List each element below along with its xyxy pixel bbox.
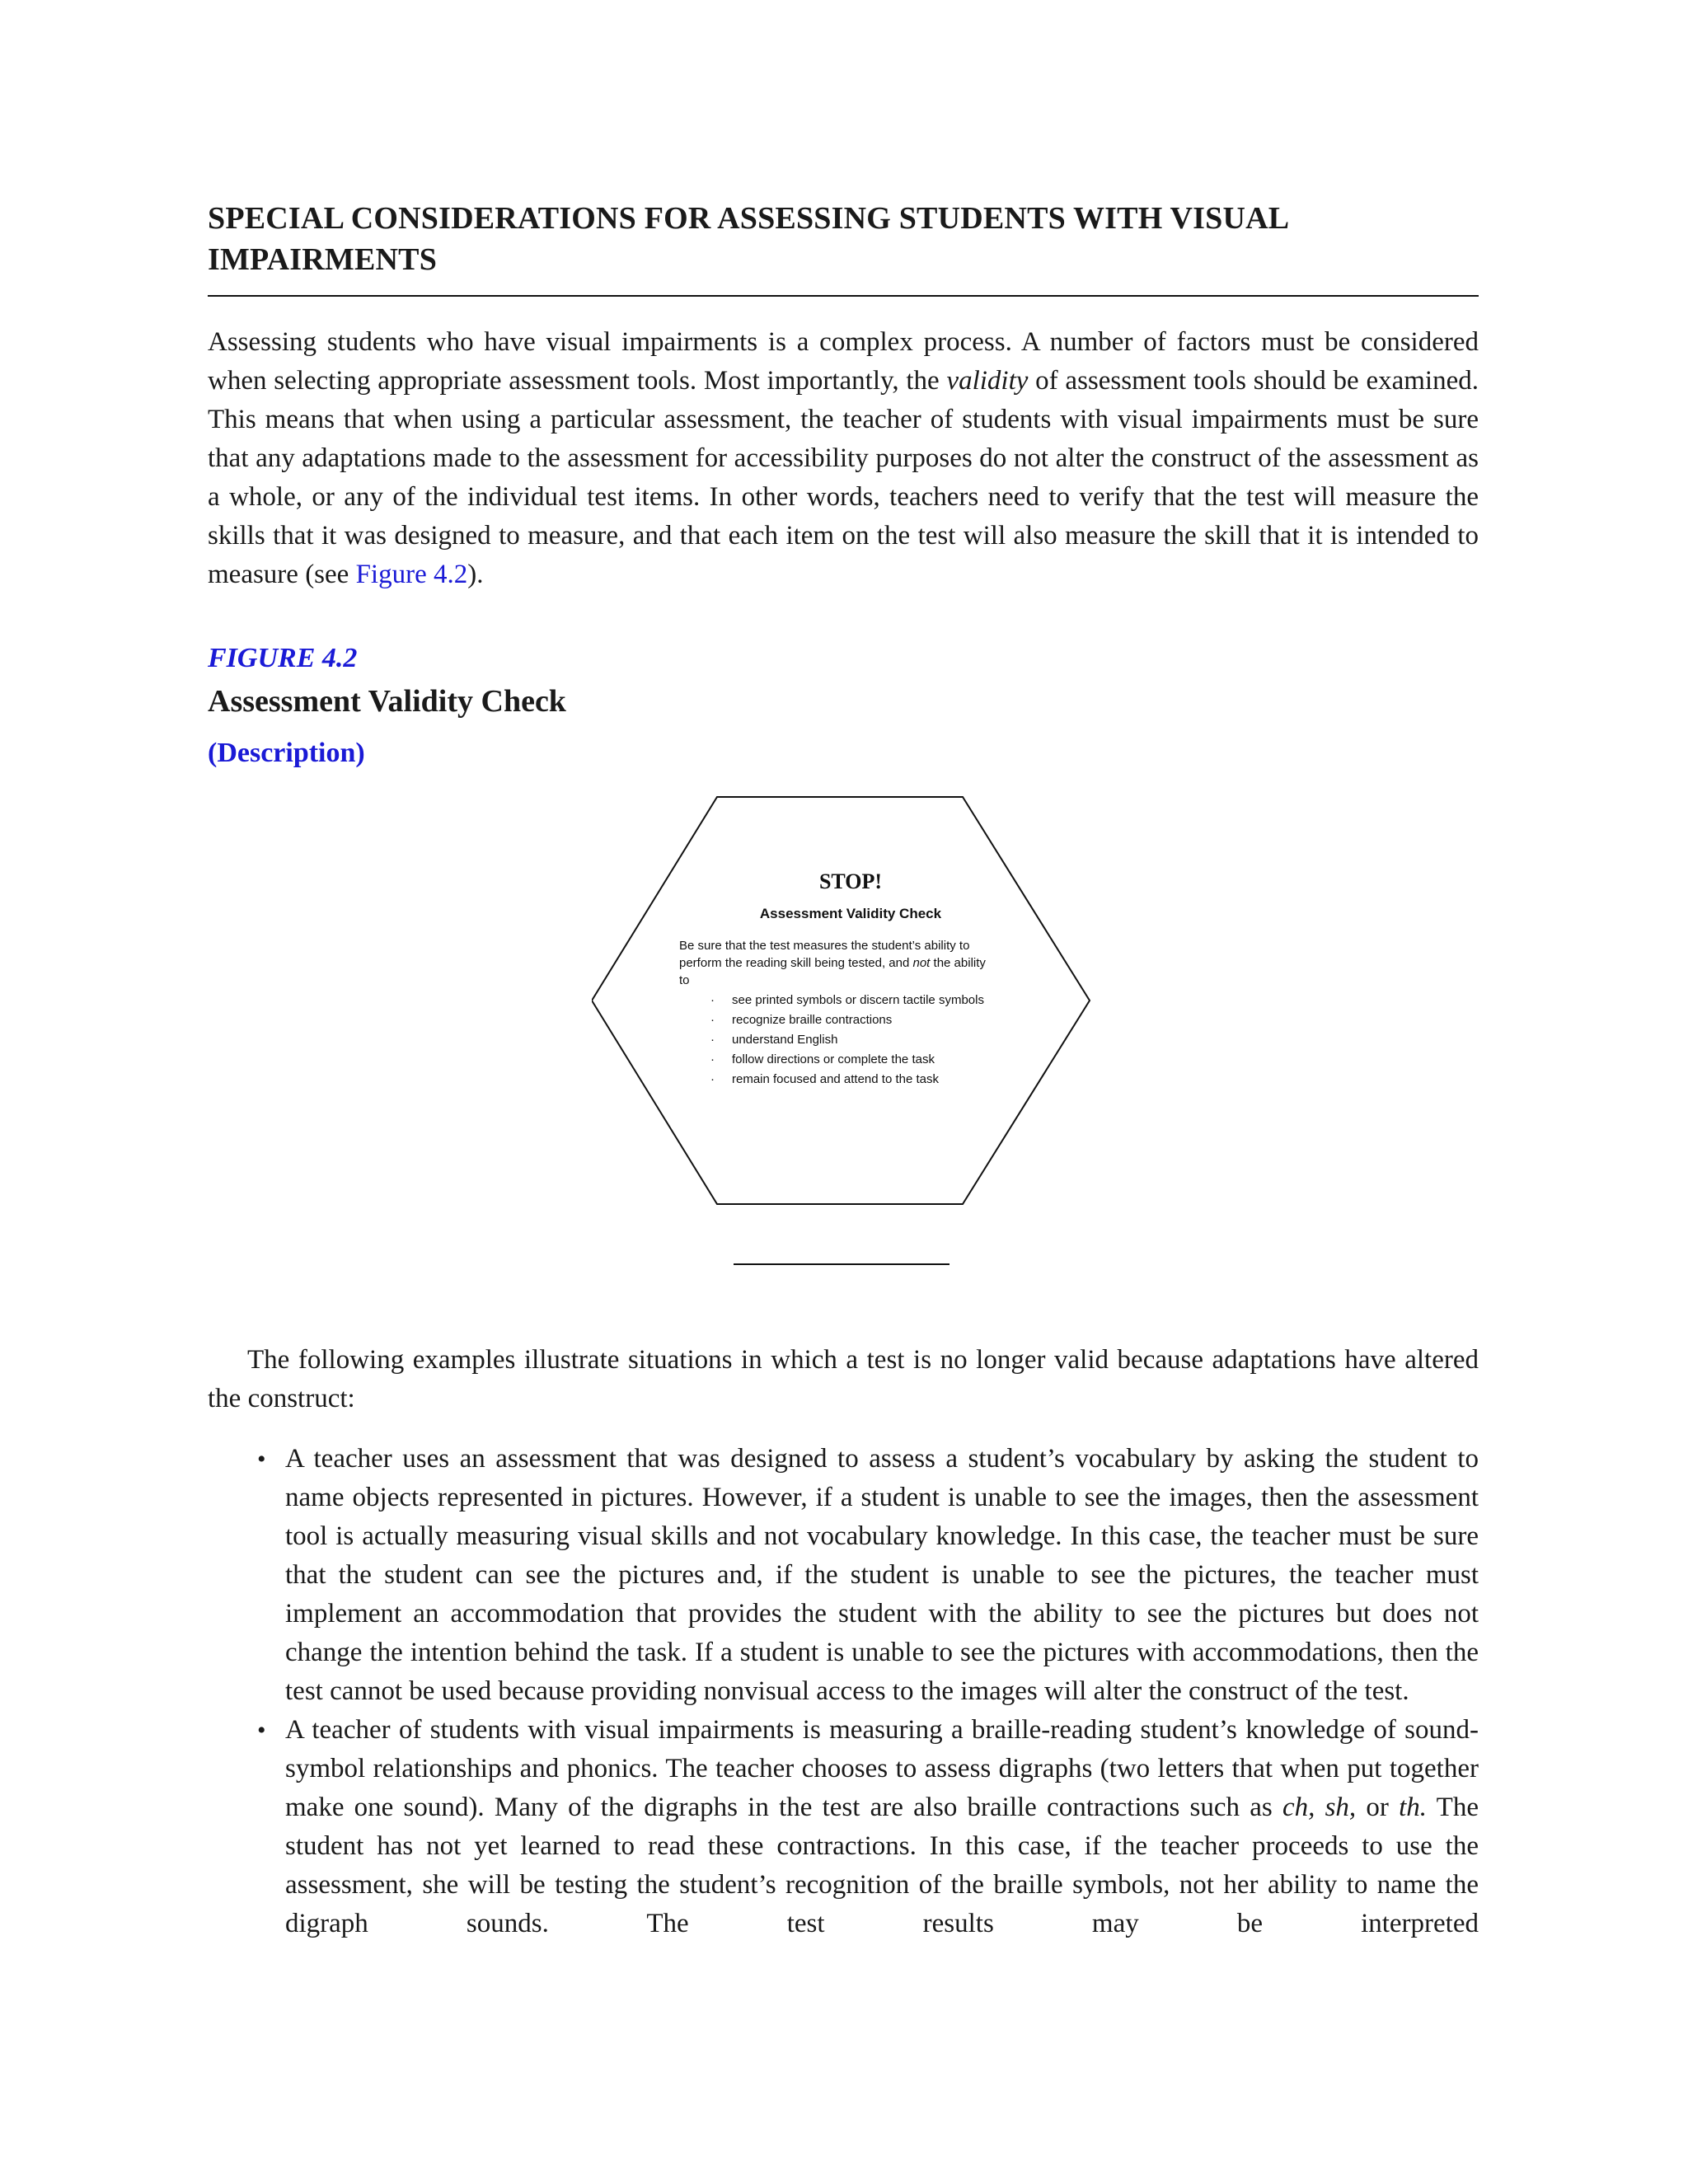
examples-list bbox=[208, 1440, 1479, 1943]
document-page bbox=[208, 198, 1479, 1943]
bullet-icon: • bbox=[257, 1446, 266, 1473]
hexagon-body-text bbox=[679, 937, 988, 989]
figure-label: FIGURE 4.2 bbox=[208, 643, 358, 673]
checklist-item: · remain focused and attend to the task bbox=[710, 1072, 939, 1086]
figure-graphic bbox=[208, 795, 1479, 1298]
checklist-item: · see printed symbols or discern tactile symbols bbox=[710, 993, 984, 1007]
bullet-dot-icon: · bbox=[710, 1072, 715, 1086]
checklist-item: · recognize braille contractions bbox=[710, 1013, 893, 1027]
th-emphasis: th. bbox=[1399, 1793, 1428, 1822]
section-heading: SPECIAL CONSIDERATIONS FOR ASSESSING STUDENTS WITH VISUAL IMPAIRMENTS bbox=[208, 198, 1479, 297]
intro-paragraph bbox=[208, 323, 1479, 594]
figure-4-2-link[interactable]: Figure 4.2 bbox=[355, 560, 468, 589]
contractions-emphasis: ch, sh, bbox=[1282, 1793, 1357, 1822]
hexagon-checklist bbox=[686, 991, 1015, 1088]
hexagon-body-1: Be sure that the test measures the student’s ability to perform the reading skill being tested, and bbox=[679, 939, 970, 970]
bullet-dot-icon: · bbox=[710, 1033, 715, 1047]
figure-end-rule bbox=[734, 1263, 950, 1265]
example-text: A teacher uses an assessment that was designed to assess a student’s vocabulary by asking the student to name objects represented in pictures. However, if a student is unable to see the images, then the assessment tool is actually measuring visual skills and not vocabulary knowledge. In this case, the teacher must be sure that the student can see the pictures and, if the student is unable to see the pictures, the teacher must implement an accommodation that provides the student with the ability to see the pictures but does not change the intention behind the task. If a student is unable to see the pictures with accommodations, then the test cannot be used because providing nonvisual access to the images will alter the construct of the test. bbox=[285, 1444, 1479, 1706]
intro-text-1: Assessing students who have visual impairments is a complex process. A number of factors must be considered when selecting appropriate assessment tools. Most importantly, the bbox=[208, 327, 1479, 396]
figure-description-link[interactable]: (Description) bbox=[208, 738, 365, 768]
example-item bbox=[257, 1440, 1479, 1711]
stop-heading: STOP! bbox=[818, 869, 883, 893]
figure-title: Assessment Validity Check bbox=[208, 684, 566, 719]
bullet-icon: • bbox=[257, 1717, 266, 1744]
examples-intro: The following examples illustrate situations in which a test is no longer valid because adaptations have altered the construct: bbox=[208, 1345, 1479, 1413]
hexagon-content bbox=[679, 869, 1015, 1090]
bullet-dot-icon: · bbox=[710, 993, 715, 1007]
bullet-dot-icon: · bbox=[710, 1013, 715, 1027]
example-item: • A teacher of students with visual impairments is measuring a braille-reading student’s knowledge of sound-symbol relationships and phonics. The teacher chooses to assess digraphs (two letters that when put together make one sound). Many of the digraphs in the test are also braille contractions such as ch, sh, or th. The student has not yet learned to read these contractions. In this case, if the teacher proceeds to use the assessment, she will be testing the student’s recognition of the braille symbols, not her ability to name the digraph sounds. The test results may be interpreted bbox=[285, 1711, 1479, 1943]
intro-text-3: ). bbox=[467, 560, 484, 589]
hexagon-subtitle: Assessment Validity Check bbox=[759, 906, 942, 921]
bullet-dot-icon: · bbox=[710, 1052, 715, 1066]
checklist-item: · follow directions or complete the task bbox=[710, 1052, 935, 1066]
checklist-item: · understand English bbox=[710, 1033, 838, 1047]
validity-emphasis: validity bbox=[946, 366, 1029, 396]
hexagon-body-2: the ability to bbox=[679, 956, 986, 987]
not-emphasis: not bbox=[912, 956, 931, 970]
intro-text-2: of assessment tools should be examined. This means that when using a particular assessment, the teacher of students with visual impairments must be sure that any adaptations made to the assessment for accessibility purposes do not alter the construct of the assessment as a whole, or any of the individual test items. In other words, teachers need to verify that the test will measure the skills that it was designed to measure, and that each item on the test will also measure the skill that it is intended to measure (see bbox=[208, 366, 1479, 589]
